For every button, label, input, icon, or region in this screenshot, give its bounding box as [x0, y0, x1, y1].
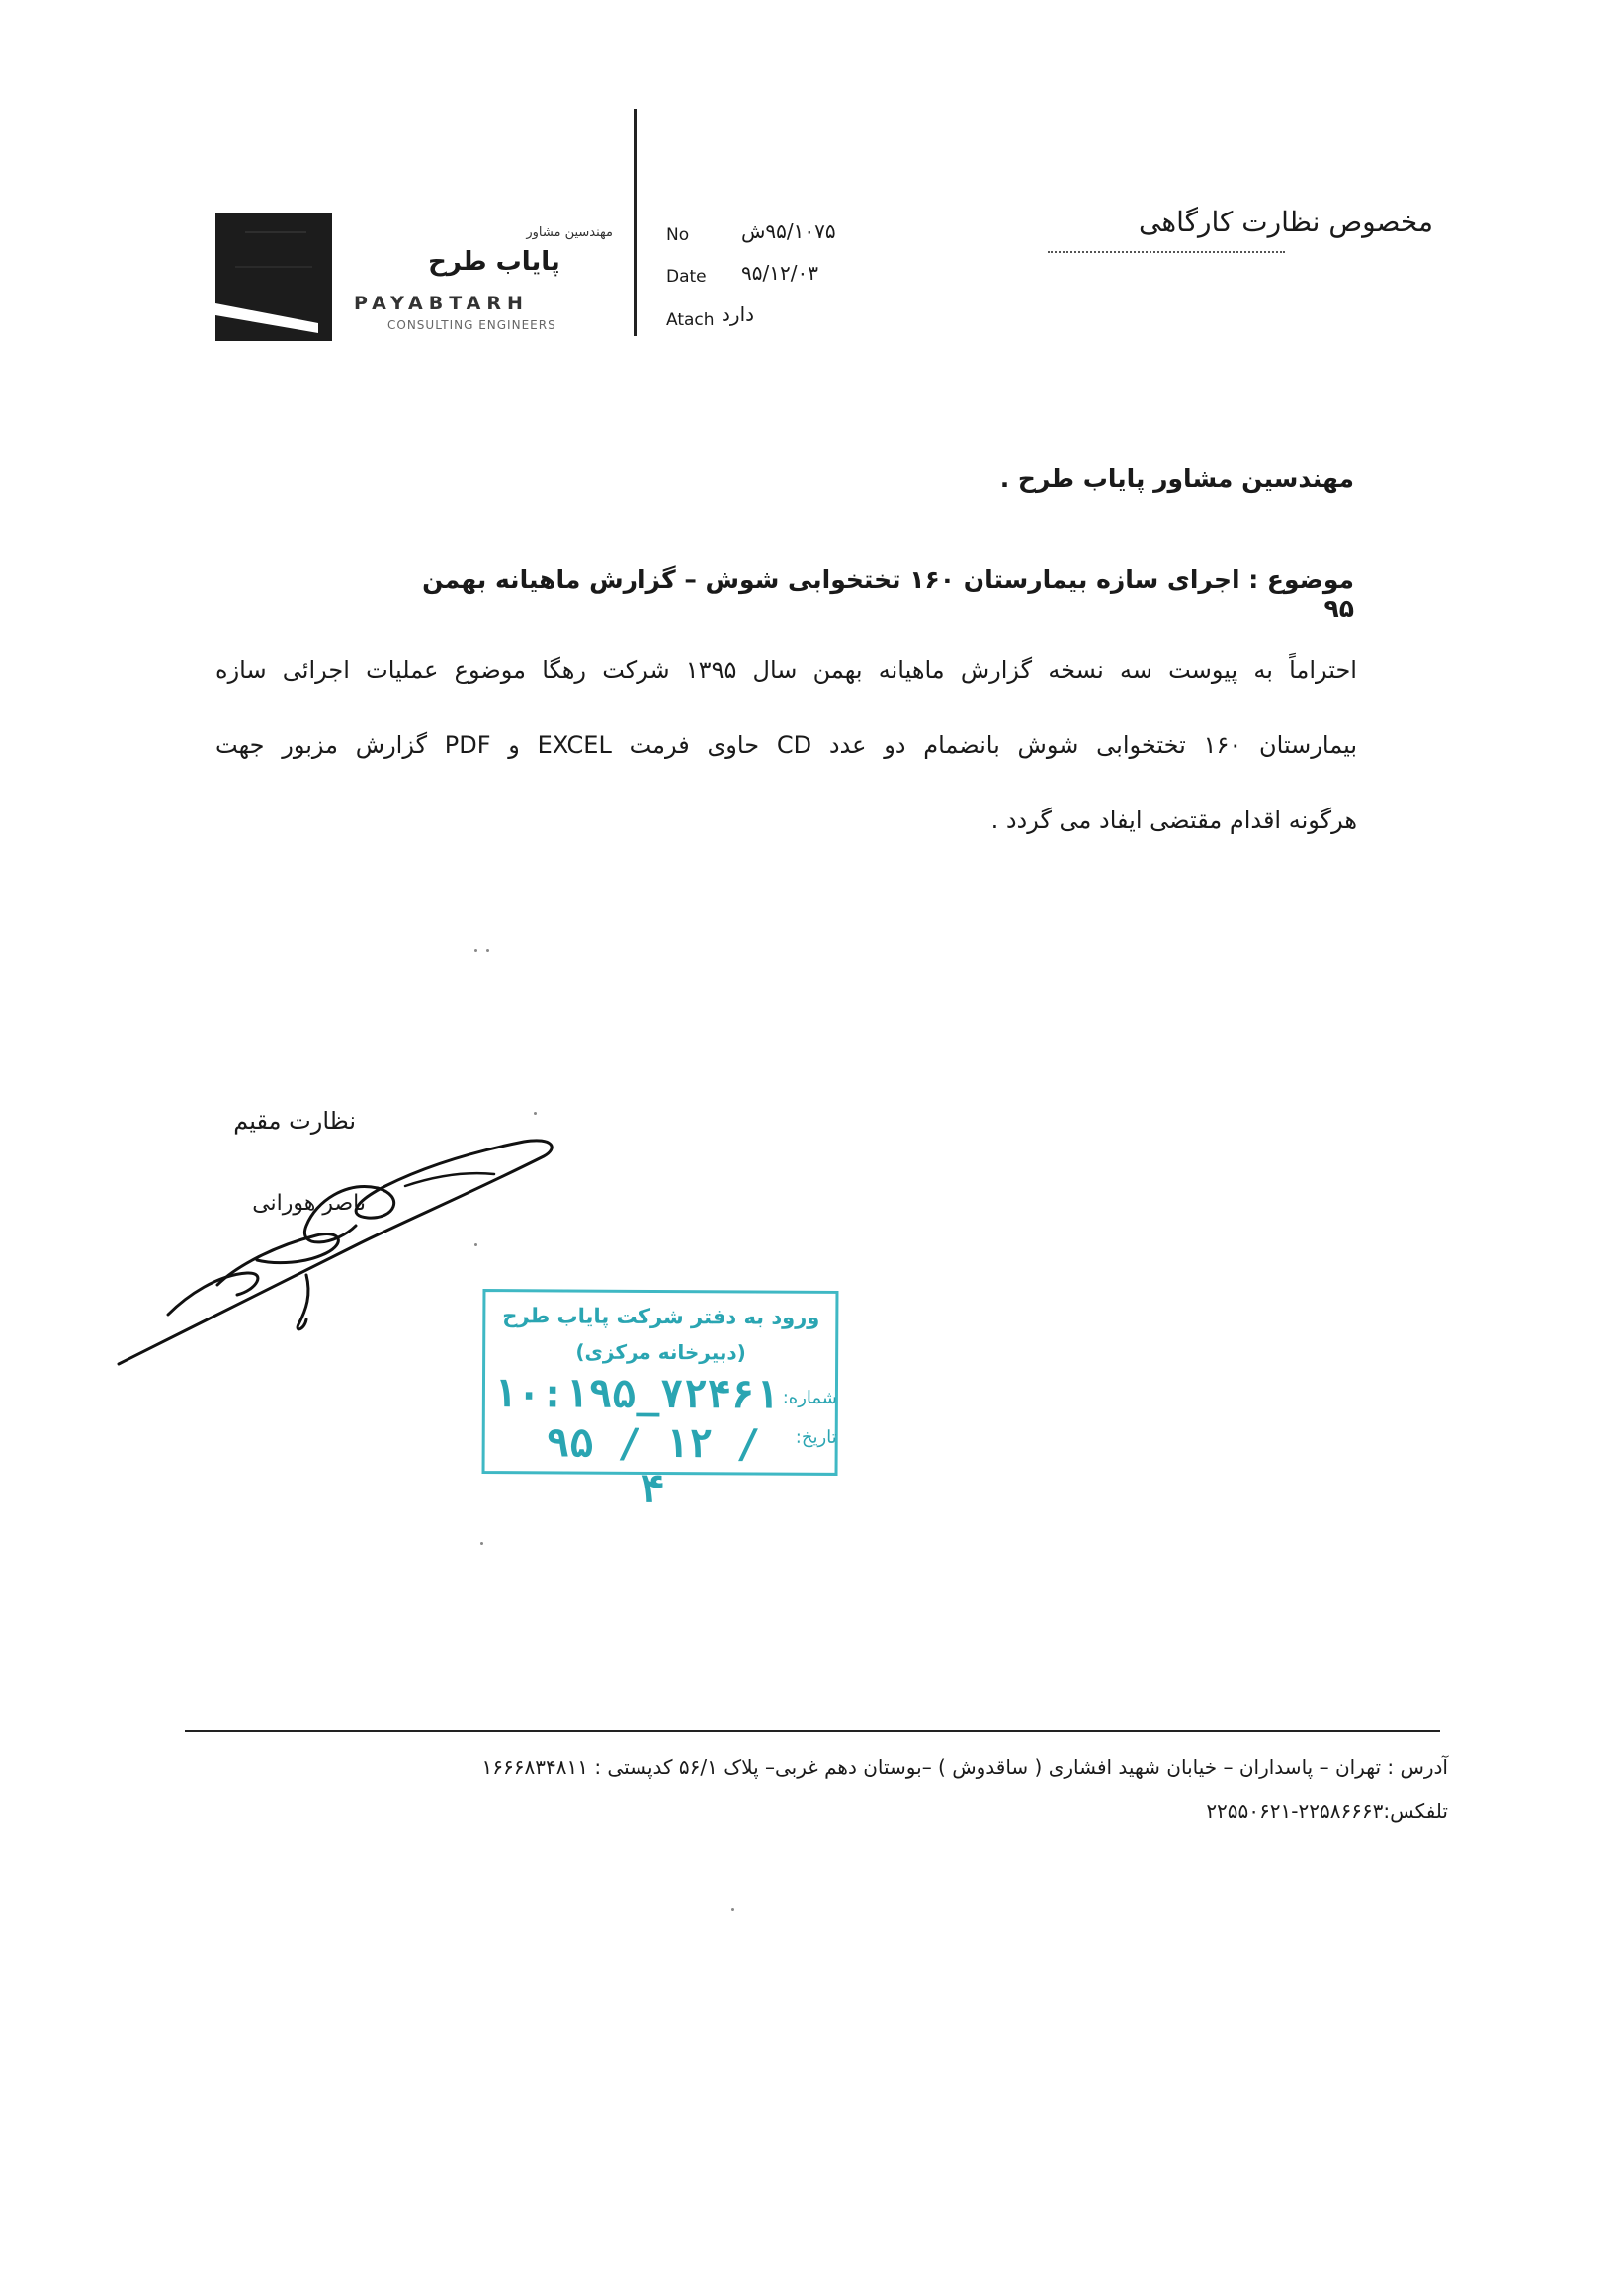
- subject-line: موضوع : اجرای سازه بیمارستان ۱۶۰ تختخوابی شوش – گزارش ماهیانه بهمن ۹۵: [422, 565, 1354, 623]
- ref-attach-label: Atach: [666, 310, 715, 330]
- stamp-number-value: ۱۰:۱۹۵_۷۲۴۶۱: [492, 1371, 780, 1418]
- scan-speck: [474, 1243, 477, 1246]
- footer-phone: تلفکس:۲۲۵۸۶۶۶۳-۲۲۵۵۰۶۲۱: [1206, 1799, 1448, 1823]
- firm-persian-subtitle: مهندسین مشاور: [526, 225, 613, 240]
- ref-date-value: ۹۵/۱۲/۰۳: [741, 261, 818, 285]
- confidential-label: مخصوص نظارت کارگاهی: [1139, 206, 1433, 238]
- header-divider: [634, 109, 637, 336]
- firm-english-subtitle: CONSULTING ENGINEERS: [387, 318, 556, 332]
- stamp-date-value: ۹۵ / ۱۲ / ۴: [546, 1420, 761, 1513]
- stamp-number-label: شماره:: [782, 1387, 837, 1408]
- letter-body: [215, 633, 1357, 858]
- ref-no-label: No: [666, 225, 690, 245]
- footer-divider: [185, 1730, 1440, 1732]
- body-line: بیمارستان ۱۶۰ تختخوابی شوش بانضمام دو عدد CD حاوی فرمت EXCEL و PDF گزارش مزبور جهت: [215, 731, 1357, 759]
- scan-speck: [486, 949, 489, 952]
- stamp-title: ورود به دفتر شرکت پایاب طرح: [502, 1304, 820, 1329]
- ref-no-value: ۹۵/۱۰۷۵ش: [741, 219, 836, 243]
- footer-address: آدرس : تهران – پاسداران – خیابان شهید افشاری ( ساقدوش ) –بوستان دهم غربی– پلاک ۵۶/۱ کدپستی : ۱۶۶۶۸۳۴۸۱۱: [481, 1755, 1448, 1779]
- scan-speck: [731, 1908, 734, 1911]
- stamp-date-label: تاریخ:: [795, 1426, 837, 1448]
- stamp-subtitle: (دبیرخانه مرکزی): [575, 1339, 746, 1365]
- signatory-title: نظارت مقیم: [233, 1107, 356, 1135]
- receipt-stamp: [482, 1289, 839, 1513]
- addressee: مهندسین مشاور پایاب طرح .: [999, 465, 1354, 493]
- ref-attach-value: دارد: [722, 302, 755, 326]
- body-line: هرگونه اقدام مقتضی ایفاد می گردد .: [990, 807, 1357, 834]
- scan-speck: [474, 949, 477, 952]
- confidential-underline: [1048, 251, 1285, 253]
- company-logo: [215, 213, 332, 341]
- scan-speck: [480, 1542, 483, 1545]
- body-line: احتراماً به پیوست سه نسخه گزارش ماهیانه بهمن سال ۱۳۹۵ شرکت رهگا موضوع عملیات اجرائی سازه: [215, 656, 1357, 684]
- signatory-name: ناصر هورانی: [252, 1191, 366, 1216]
- scan-speck: [534, 1112, 537, 1115]
- firm-persian-name: پایاب طرح: [428, 247, 560, 277]
- firm-english-name: PAYABTARH: [354, 293, 529, 314]
- ref-date-label: Date: [666, 267, 707, 287]
